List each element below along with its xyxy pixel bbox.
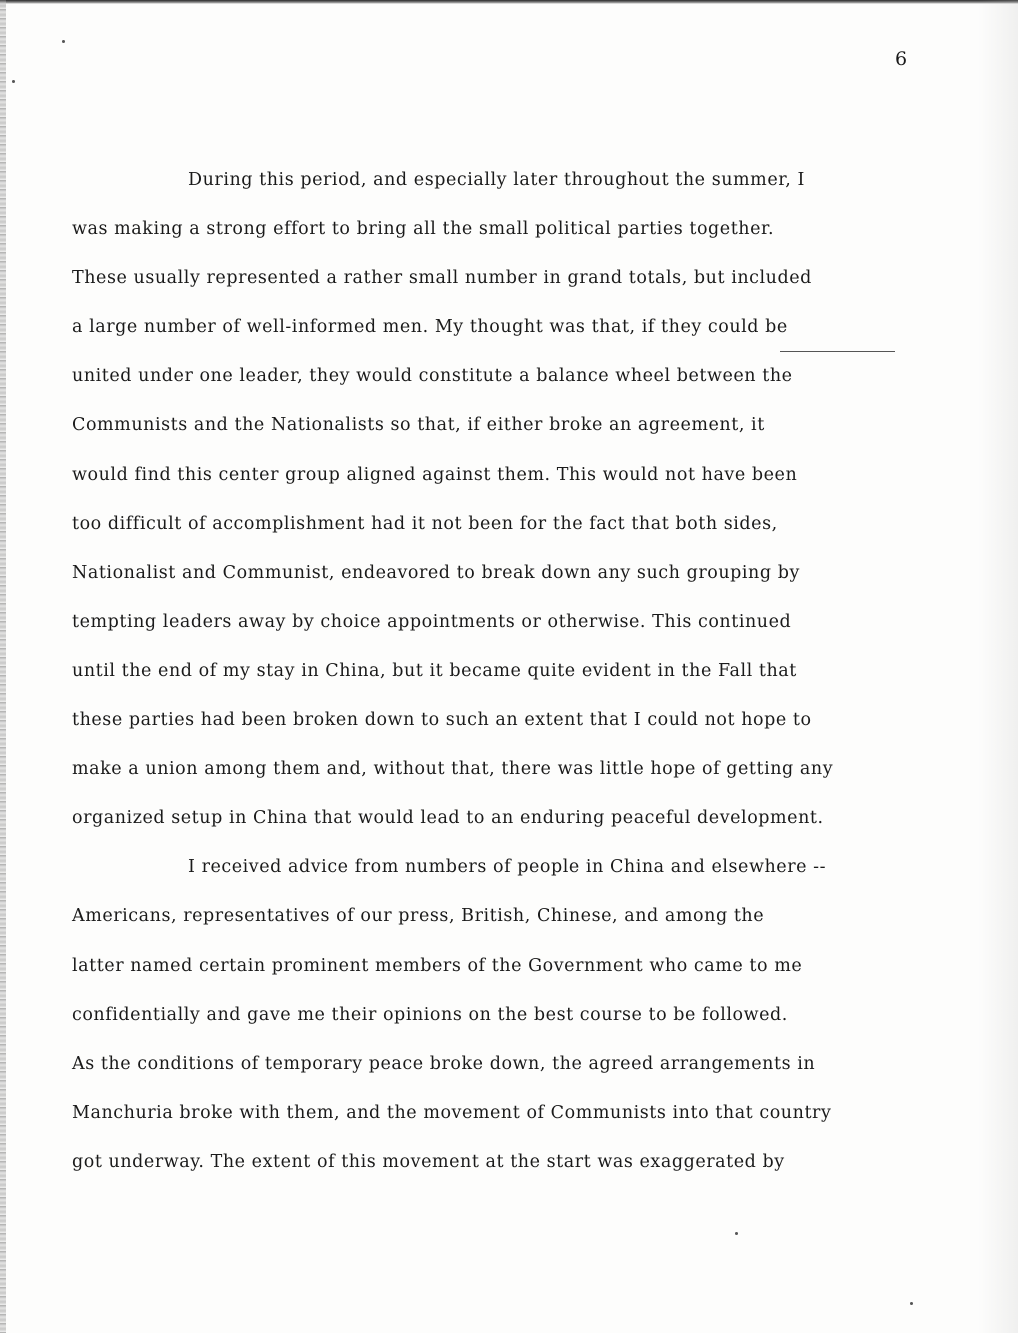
text-line: was making a strong effort to bring all the small political parties together. <box>72 219 775 240</box>
text-line: organized setup in China that would lead to an enduring peaceful development. <box>72 808 824 829</box>
scan-speck <box>12 80 15 83</box>
text-line: As the conditions of temporary peace broke down, the agreed arrangements in <box>72 1053 816 1074</box>
text-line: Manchuria broke with them, and the movement of Communists into that country <box>72 1102 832 1123</box>
text-line: Communists and the Nationalists so that, if either broke an agreement, it <box>72 415 765 436</box>
scan-speck <box>910 1302 913 1305</box>
text-line: confidentially and gave me their opinions on the best course to be followed. <box>72 1004 788 1025</box>
scan-right-edge <box>978 0 1018 1333</box>
text-line: a large number of well-informed men. My thought was that, if they could be <box>72 317 788 338</box>
text-line: Nationalist and Communist, endeavored to break down any such grouping by <box>72 562 800 583</box>
body-text <box>72 162 952 1193</box>
scan-left-edge <box>0 0 6 1333</box>
text-line: got underway. The extent of this movement at the start was exaggerated by <box>72 1151 785 1172</box>
text-line: During this period, and especially later throughout the summer, I <box>188 170 805 190</box>
text-line: these parties had been broken down to such an extent that I could not hope to <box>72 710 812 731</box>
text-line: make a union among them and, without that, there was little hope of getting any <box>72 759 834 780</box>
text-line: latter named certain prominent members of the Government who came to me <box>72 955 803 976</box>
text-line: tempting leaders away by choice appointments or otherwise. This continued <box>72 611 792 632</box>
scan-top-edge <box>0 0 1018 4</box>
text-line: too difficult of accomplishment had it not been for the fact that both sides, <box>72 513 778 534</box>
text-line: would find this center group aligned against them. This would not have been <box>72 464 798 485</box>
text-line: Americans, representatives of our press, British, Chinese, and among the <box>72 906 765 927</box>
text-line: I received advice from numbers of people in China and elsewhere -- <box>188 857 827 878</box>
scan-speck <box>735 1232 738 1235</box>
text-line: until the end of my stay in China, but it became quite evident in the Fall that <box>72 660 797 681</box>
text-line: These usually represented a rather small number in grand totals, but included <box>72 268 812 289</box>
page-number: 6 <box>895 48 908 70</box>
scan-speck <box>62 40 65 43</box>
text-line: united under one leader, they would constitute a balance wheel between the <box>72 366 793 387</box>
